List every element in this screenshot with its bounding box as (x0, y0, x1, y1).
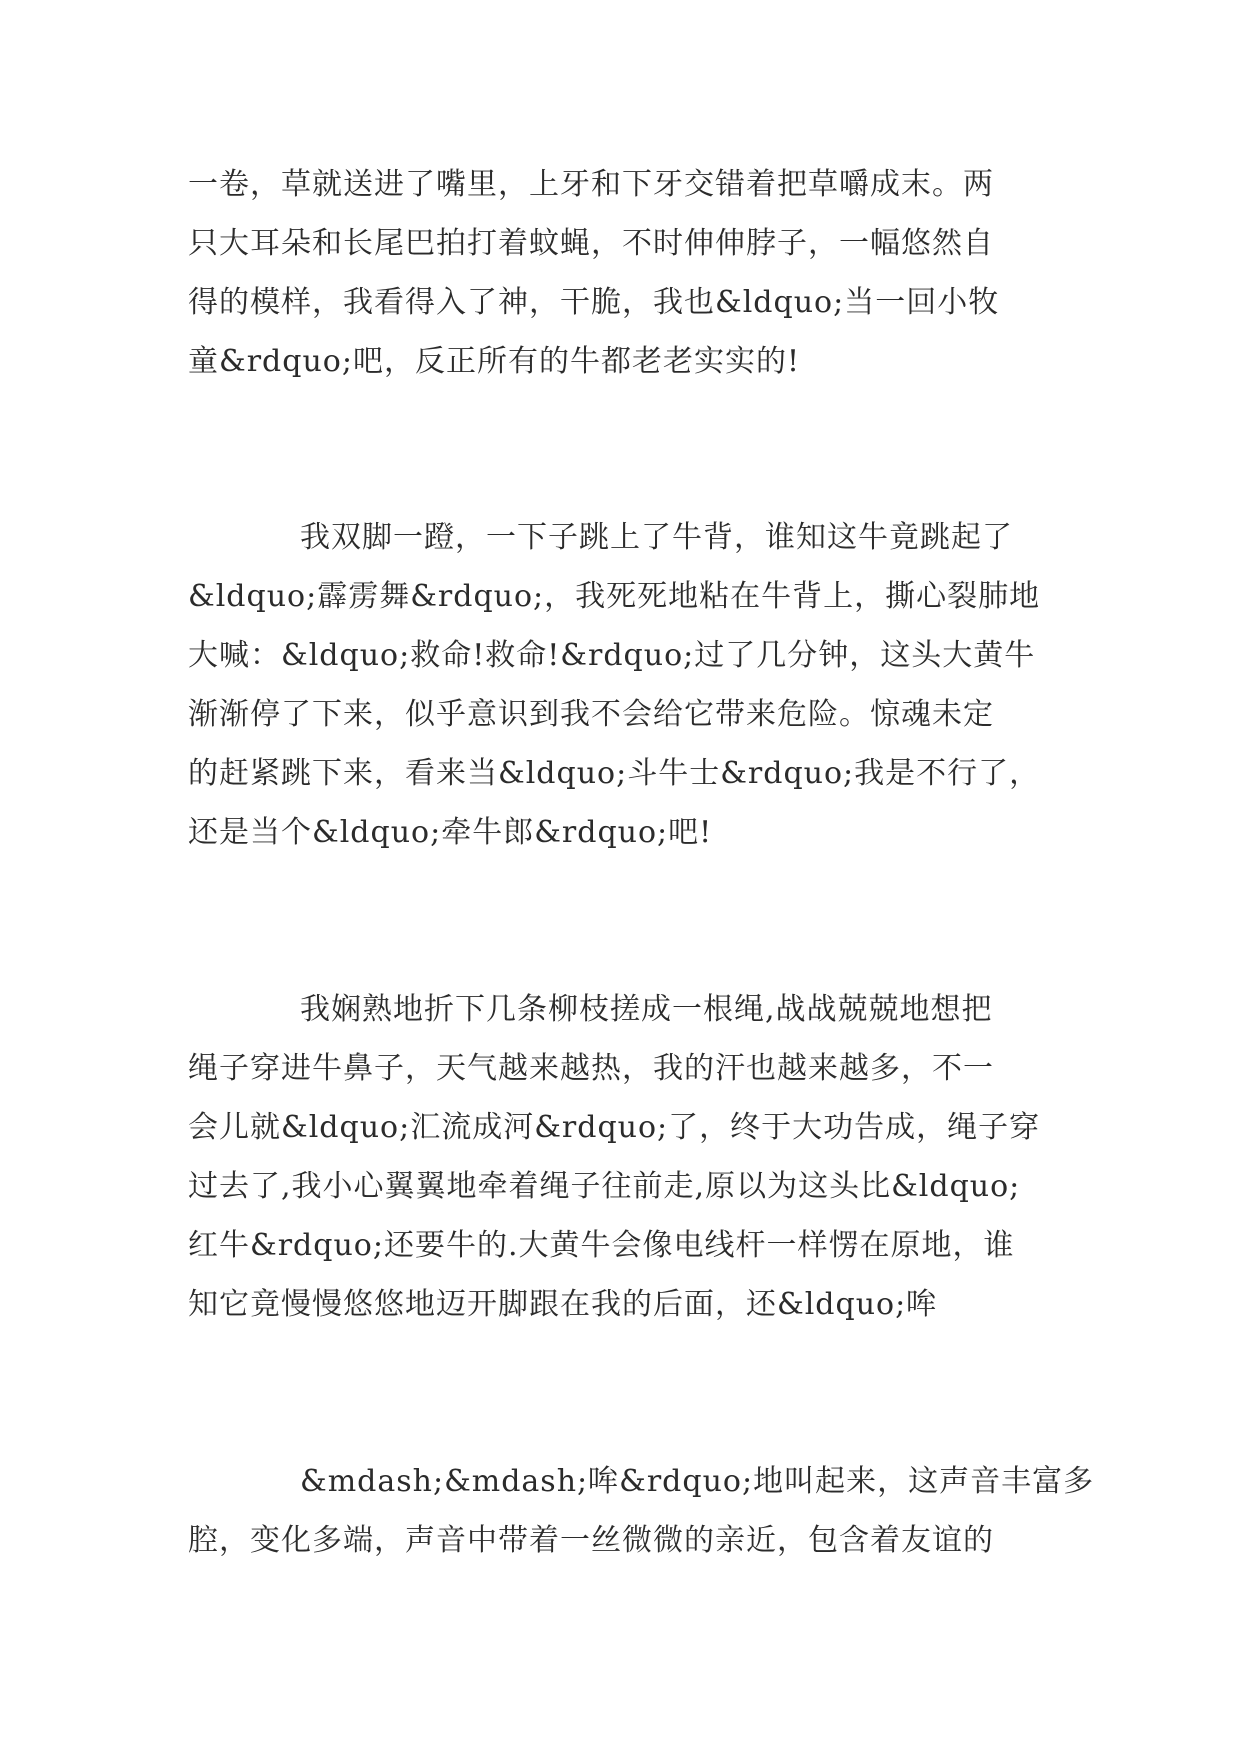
text-line: 的赶紧跳下来，看来当&ldquo;斗牛士&rdquo;我是不行了， (188, 756, 1041, 791)
text-line: &ldquo;霹雳舞&rdquo;，我死死地粘在牛背上，撕心裂肺地 (188, 579, 1041, 614)
text-line: 我娴熟地折下几条柳枝搓成一根绳,战战兢兢地想把 (300, 992, 993, 1027)
text-line: 还是当个&ldquo;牵牛郎&rdquo;吧! (188, 815, 713, 850)
text-line: 童&rdquo;吧，反正所有的牛都老老实实的! (188, 344, 800, 379)
paragraph-1 (188, 155, 1068, 391)
text-line: 绳子穿进牛鼻子，天气越来越热，我的汗也越来越多，不一 (188, 1051, 994, 1086)
text-line: &mdash;&mdash;哞&rdquo;地叫起来，这声音丰富多 (300, 1464, 1095, 1499)
text-line: 一卷，草就送进了嘴里，上牙和下牙交错着把草嚼成末。两 (188, 167, 994, 202)
paragraph-3 (188, 980, 1068, 1334)
text-line: 我双脚一蹬，一下子跳上了牛背，谁知这牛竟跳起了 (300, 520, 1013, 555)
text-line: 渐渐停了下来，似乎意识到我不会给它带来危险。惊魂未定 (188, 697, 994, 732)
text-line: 腔，变化多端，声音中带着一丝微微的亲近，包含着友谊的 (188, 1523, 994, 1558)
text-line: 大喊：&ldquo;救命!救命!&rdquo;过了几分钟，这头大黄牛 (188, 638, 1036, 673)
paragraph-2 (188, 508, 1068, 862)
text-line: 得的模样，我看得入了神，干脆，我也&ldquo;当一回小牧 (188, 285, 1000, 320)
text-line: 过去了,我小心翼翼地牵着绳子往前走,原以为这头比&ldquo; (188, 1169, 1021, 1204)
text-line: 只大耳朵和长尾巴拍打着蚊蝇，不时伸伸脖子，一幅悠然自 (188, 226, 994, 261)
paragraph-4 (188, 1452, 1095, 1570)
text-line: 会儿就&ldquo;汇流成河&rdquo;了，终于大功告成，绳子穿 (188, 1110, 1041, 1145)
text-line: 红牛&rdquo;还要牛的.大黄牛会像电线杆一样愣在原地，谁 (188, 1228, 1015, 1263)
text-line: 知它竟慢慢悠悠地迈开脚跟在我的后面，还&ldquo;哞 (188, 1287, 938, 1322)
